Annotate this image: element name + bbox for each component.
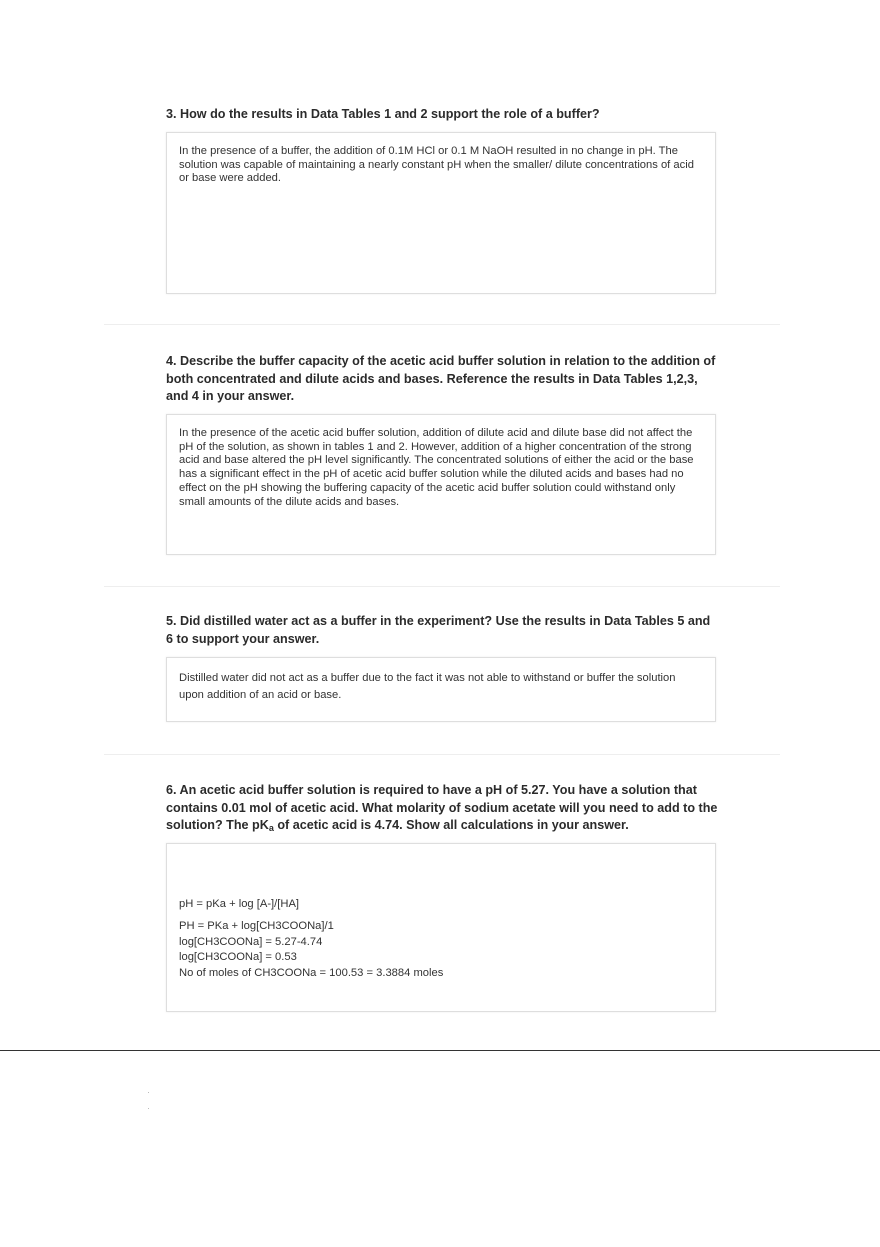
question-5-text: 5. Did distilled water act as a buffer in the experiment? Use the results in Data Tables 5 and 6 to support your answer.	[166, 614, 711, 646]
question-4	[166, 353, 718, 406]
calc-line-5: No of moles of CH3COONa = 100.53 = 3.3884 moles	[179, 967, 444, 980]
calc-line-3: log[CH3COONa] = 5.27-4.74	[179, 935, 323, 948]
answer-6-box[interactable]	[166, 843, 716, 1012]
question-3	[166, 106, 718, 124]
section-divider	[104, 754, 780, 755]
question-4-text: 4. Describe the buffer capacity of the acetic acid buffer solution in relation to the addition of both concentrated and dilute acids and bases. Reference the results in Data Tables 1,2,3, and 4 in your answer.	[166, 354, 716, 403]
section-divider	[104, 324, 780, 325]
answer-4-box[interactable]	[166, 414, 716, 555]
question-6-part1: 6. An acetic acid buffer solution is required to have a pH of 5.27. You have a solution that contains 0.01 mol of acetic acid. What molarity of sodium acetate will you need to add to the solution? The pK	[166, 783, 718, 832]
answer-3-box[interactable]	[166, 132, 716, 294]
answer-4-text: In the presence of the acetic acid buffer solution, addition of dilute acid and dilute base did not affect the pH of the solution, as shown in tables 1 and 2. However, addition of a higher concentration of the strong acid and base altered the pH level significantly. The concentrated solutions of either the acid or the base has a significant effect in the pH of acetic acid buffer solution while the diluted acids and bases had no effect on the pH showing the buffering capacity of the acetic acid buffer solution could withstand only small amounts of the dilute acids and bases.	[179, 427, 694, 508]
pka-subscript: a	[268, 823, 274, 833]
section-divider	[104, 586, 780, 587]
question-3-text: 3. How do the results in Data Tables 1 and 2 support the role of a buffer?	[166, 107, 600, 121]
speck-mark	[148, 1108, 149, 1109]
calc-line-1: pH = pKa + log [A-]/[HA]	[179, 898, 300, 910]
page-bottom-rule	[0, 1050, 880, 1051]
question-5	[166, 613, 718, 648]
speck-mark	[148, 1092, 149, 1093]
answer-3-text: In the presence of a buffer, the addition of 0.1M HCl or 0.1 M NaOH resulted in no change in pH. The solution was capable of maintaining a nearly constant pH when the smaller/ dilute concentrations of acid or base were added.	[179, 145, 694, 185]
question-6	[166, 782, 718, 835]
calc-line-4: log[CH3COONa] = 0.53	[179, 951, 297, 964]
question-6-text	[166, 782, 718, 835]
question-6-part2: of acetic acid is 4.74. Show all calculations in your answer.	[273, 818, 629, 832]
answer-5-box[interactable]	[166, 657, 716, 722]
answer-5-text: Distilled water did not act as a buffer due to the fact it was not able to withstand or buffer the solution upon addition of an acid or base.	[179, 672, 676, 701]
calc-line-2: PH = PKa + log[CH3COONa]/1	[179, 919, 334, 932]
